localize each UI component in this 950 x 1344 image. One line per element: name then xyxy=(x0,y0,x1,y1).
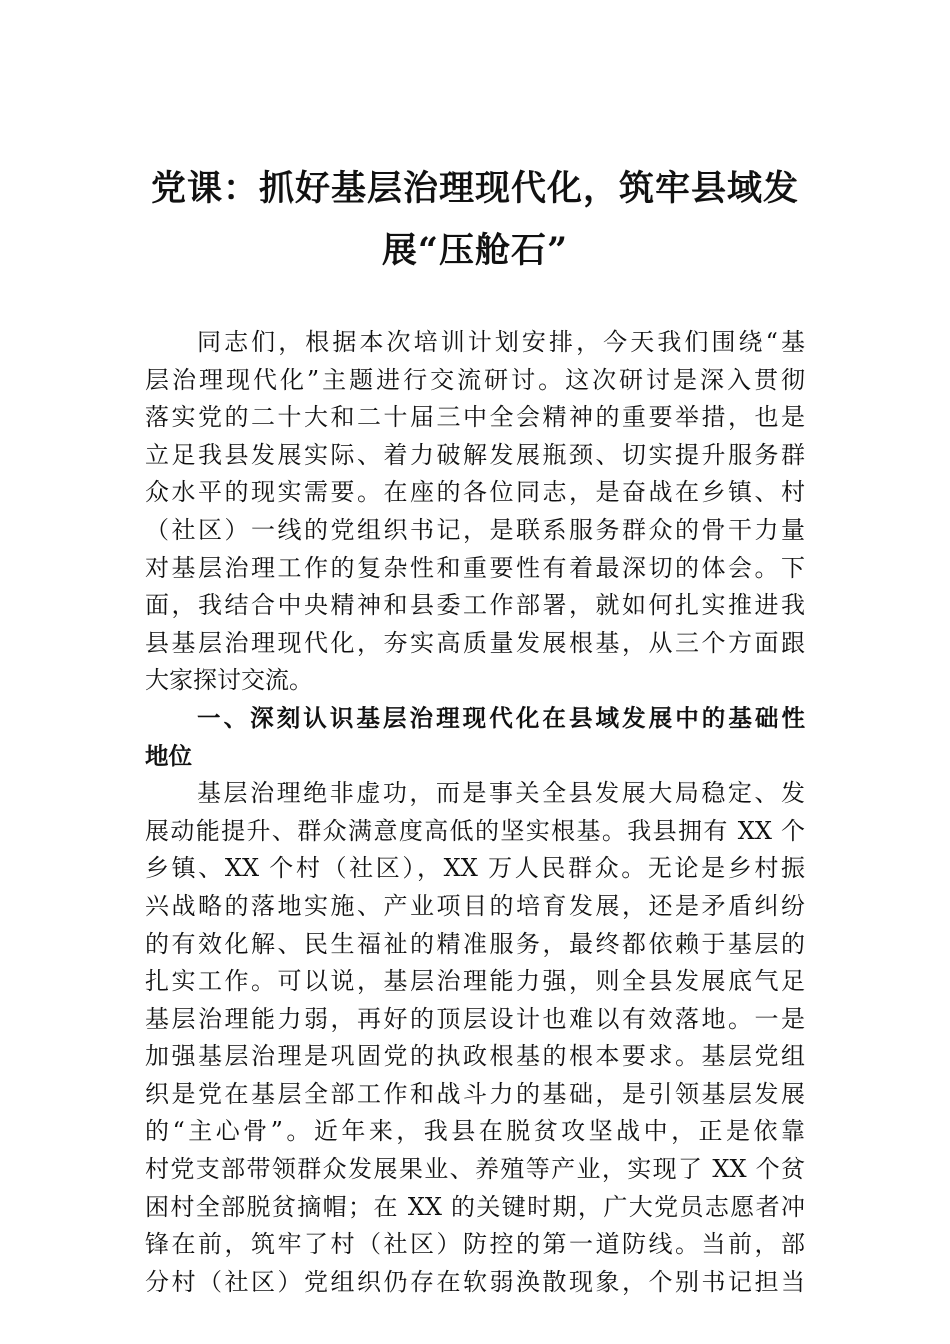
title-line-2: 展“压舱石” xyxy=(381,230,569,271)
intro-paragraph xyxy=(145,324,805,700)
heading-line: 一、深刻认识基层治理现代化在县域发展中的基础性 xyxy=(197,703,805,732)
text-line: 众水平的现实需要。在座的各位同志，是奋战在乡镇、村 xyxy=(145,478,805,507)
heading-line: 地位 xyxy=(145,741,192,770)
text-line: 对基层治理工作的复杂性和重要性有着最深切的体会。下 xyxy=(145,553,805,582)
document-body xyxy=(145,324,805,1301)
text-line: 基层治理能力弱，再好的顶层设计也难以有效落地。一是 xyxy=(145,1004,805,1033)
text-line: 基层治理绝非虚功，而是事关全县发展大局稳定、发 xyxy=(197,779,805,808)
text-line: 落实党的二十大和二十届三中全会精神的重要举措，也是 xyxy=(145,403,805,432)
text-line: 加强基层治理是巩固党的执政根基的根本要求。基层党组 xyxy=(145,1042,805,1071)
document-title xyxy=(145,158,805,282)
text-line: 困村全部脱贫摘帽；在 XX 的关键时期，广大党员志愿者冲 xyxy=(145,1192,805,1221)
text-line: 县基层治理现代化，夯实高质量发展根基，从三个方面跟 xyxy=(145,628,805,657)
text-line: 的有效化解、民生福祉的精准服务，最终都依赖于基层的 xyxy=(145,929,805,958)
section-heading xyxy=(145,700,805,775)
text-line: 同志们，根据本次培训计划安排，今天我们围绕“基 xyxy=(197,328,805,356)
text-line: 兴战略的落地实施、产业项目的培育发展，还是矛盾纠纷 xyxy=(145,891,805,920)
text-line: 面，我结合中央精神和县委工作部署，就如何扎实推进我 xyxy=(145,591,805,620)
title-line-1: 党课：抓好基层治理现代化，筑牢县域发 xyxy=(150,168,799,209)
text-line: 的“主心骨”。近年来，我县在脱贫攻坚战中，正是依靠 xyxy=(145,1117,805,1146)
text-line: 展动能提升、群众满意度高低的坚实根基。我县拥有 XX 个 xyxy=(145,816,805,845)
text-line: 立足我县发展实际、着力破解发展瓶颈、切实提升服务群 xyxy=(145,440,805,469)
text-line: 分村（社区）党组织仍存在软弱涣散现象，个别书记担当 xyxy=(145,1267,805,1296)
text-line: 层治理现代化”主题进行交流研讨。这次研讨是深入贯彻 xyxy=(145,365,805,394)
text-line: 乡镇、XX 个村（社区），XX 万人民群众。无论是乡村振 xyxy=(145,854,805,883)
text-line: 村党支部带领群众发展果业、养殖等产业，实现了 XX 个贫 xyxy=(145,1155,805,1184)
section-paragraph xyxy=(145,775,805,1301)
text-line: 扎实工作。可以说，基层治理能力强，则全县发展底气足 xyxy=(145,967,805,996)
text-line: 锋在前，筑牢了村（社区）防控的第一道防线。当前，部 xyxy=(145,1230,805,1259)
text-line: 大家探讨交流。 xyxy=(145,666,313,695)
text-line: （社区）一线的党组织书记，是联系服务群众的骨干力量 xyxy=(145,515,805,544)
text-line: 织是党在基层全部工作和战斗力的基础，是引领基层发展 xyxy=(145,1079,805,1108)
